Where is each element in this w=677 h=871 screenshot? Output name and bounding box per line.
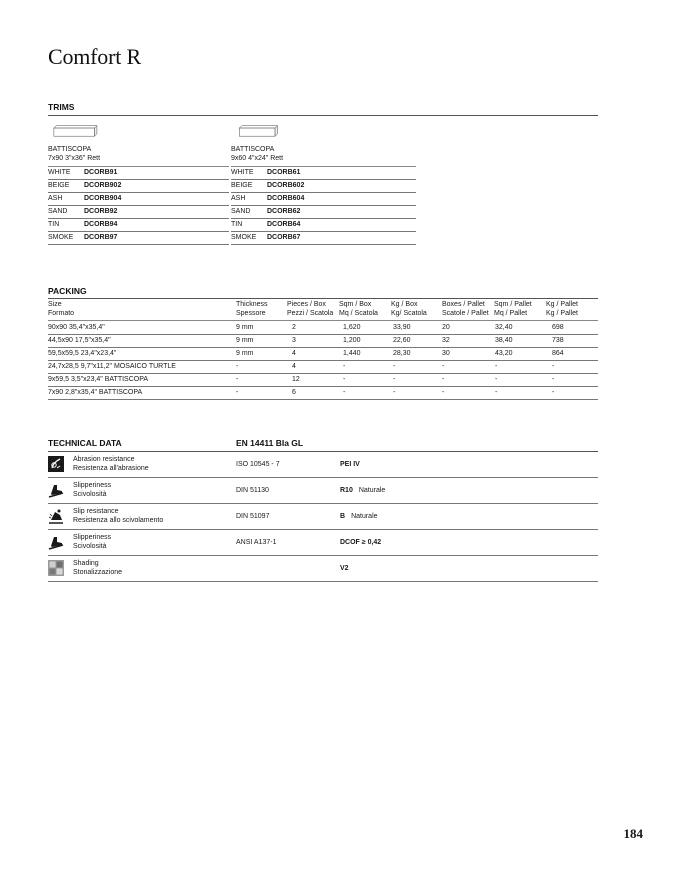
technical-heading: TECHNICAL DATA: [48, 438, 122, 448]
packing-cell: -: [343, 376, 346, 383]
technical-value: [340, 461, 366, 468]
technical-label-it: Resistenza all'abrasione: [73, 464, 149, 472]
trim-color: TIN: [48, 221, 60, 228]
packing-cell: 738: [552, 337, 564, 344]
packing-cell: 9 mm: [236, 337, 254, 344]
packing-header-it: Mq / Scatola: [339, 310, 378, 317]
technical-row: [48, 504, 598, 530]
packing-cell: 3: [292, 337, 296, 344]
packing-cell: 4: [292, 363, 296, 370]
trim-row: [231, 231, 416, 245]
packing-header-it: Mq / Pallet: [494, 310, 528, 317]
packing-cell: 12: [292, 376, 300, 383]
technical-norm: ISO 10545 - 7: [236, 461, 280, 468]
packing-cell: 1,440: [343, 350, 361, 357]
trim-row: [231, 166, 416, 180]
packing-cell: -: [393, 376, 396, 383]
packing-cell: -: [552, 363, 555, 370]
packing-cell: 30: [442, 350, 450, 357]
technical-value-extra: Naturale: [358, 487, 386, 494]
packing-header-it: Pezzi / Scatola: [287, 310, 334, 317]
technical-norm: ANSI A137-1: [236, 539, 277, 546]
trim-color: ASH: [48, 195, 63, 202]
trim-row-divider: [231, 166, 416, 167]
slipperiness-ansi-icon: [48, 534, 64, 550]
packing-cell: -: [495, 376, 498, 383]
trim-row: [48, 192, 229, 206]
packing-cell: 2: [292, 324, 296, 331]
trim-color: BEIGE: [231, 182, 253, 189]
packing-cell: -: [236, 376, 239, 383]
technical-norm: DIN 51130: [236, 487, 269, 494]
packing-cell: 698: [552, 324, 564, 331]
packing-heading: PACKING: [48, 286, 87, 296]
slipperiness-icon: [48, 482, 64, 498]
trim-color: ASH: [231, 195, 246, 202]
trim-code: DCORB91: [84, 169, 118, 176]
packing-cell: 9x59,5 3,5"x23,4" BATTISCOPA: [48, 376, 149, 383]
packing-row: [48, 321, 598, 335]
trim-row-divider: [48, 166, 229, 167]
packing-cell: -: [495, 389, 498, 396]
trim-color: SAND: [48, 208, 68, 215]
trim-color: WHITE: [231, 169, 254, 176]
packing-cell: 38,40: [495, 337, 513, 344]
shading-icon: [48, 560, 64, 576]
packing-cell: 9 mm: [236, 350, 254, 357]
packing-header-it: Spessore: [236, 310, 266, 317]
trim-skirting-icon: [231, 124, 285, 137]
technical-row: [48, 452, 598, 478]
packing-cell: 7x90 2,8"x35,4" BATTISCOPA: [48, 389, 143, 396]
packing-cell: 20: [442, 324, 450, 331]
trim-row: [231, 218, 416, 232]
trim-code: DCORB902: [84, 182, 122, 189]
packing-cell: 90x90 35,4"x35,4": [48, 324, 105, 331]
packing-header-it: Kg/ Scatola: [391, 310, 427, 317]
packing-header-it: Kg / Pallet: [546, 310, 578, 317]
trim-color: WHITE: [48, 169, 71, 176]
technical-value: [340, 487, 385, 494]
trim-color: SAND: [231, 208, 251, 215]
technical-label-it: Scivolosità: [73, 542, 107, 550]
packing-cell: 6: [292, 389, 296, 396]
packing-row: [48, 334, 598, 348]
trim-color: BEIGE: [48, 182, 70, 189]
technical-row: [48, 556, 598, 582]
packing-cell: 44,5x90 17,5"x35,4": [48, 337, 111, 344]
trim-code: DCORB92: [84, 208, 118, 215]
packing-header-en: Pieces / Box: [287, 301, 326, 308]
technical-label: [73, 560, 122, 577]
trim-color: TIN: [231, 221, 243, 228]
technical-value-main: PEI IV: [340, 461, 360, 468]
packing-header-en: Sqm / Pallet: [494, 301, 532, 308]
packing-cell: -: [552, 389, 555, 396]
packing-header-en: Boxes / Pallet: [442, 301, 485, 308]
technical-value-main: V2: [340, 565, 349, 572]
page-number: 184: [623, 826, 643, 841]
slip-resistance-icon: [48, 508, 64, 524]
packing-cell: 22,60: [393, 337, 411, 344]
packing-cell: -: [393, 389, 396, 396]
technical-label-en: Shading: [73, 560, 99, 567]
packing-cell: -: [442, 389, 445, 396]
trim-name: BATTISCOPA: [48, 146, 92, 153]
packing-row: [48, 373, 598, 387]
technical-value-main: R10: [340, 487, 353, 494]
packing-header-en: Kg / Pallet: [546, 301, 578, 308]
technical-value-main: DCOF ≥ 0,42: [340, 539, 382, 546]
packing-cell: -: [393, 363, 396, 370]
packing-cell: -: [236, 363, 239, 370]
trim-code: DCORB602: [267, 182, 305, 189]
trims-rule: [48, 115, 598, 116]
packing-cell: 864: [552, 350, 564, 357]
technical-label: [73, 508, 163, 525]
technical-value-extra: Naturale: [351, 513, 378, 520]
packing-header-en: Sqm / Box: [339, 301, 372, 308]
technical-label-en: Slip resistance: [73, 508, 119, 515]
packing-cell: -: [442, 363, 445, 370]
trim-name: BATTISCOPA: [231, 146, 275, 153]
packing-cell: 4: [292, 350, 296, 357]
trim-row: [231, 205, 416, 219]
packing-row: [48, 347, 598, 361]
technical-standard: EN 14411 BIa GL: [236, 438, 304, 448]
trim-size: 9x60 4"x24" Rett: [231, 155, 284, 162]
technical-label-it: Stonalizzazione: [73, 568, 123, 576]
packing-row: [48, 360, 598, 374]
packing-cell: -: [442, 376, 445, 383]
packing-header-en: Size: [48, 301, 62, 308]
packing-row: [48, 386, 598, 400]
trim-code: DCORB67: [267, 234, 301, 241]
trim-code: DCORB904: [84, 195, 122, 202]
trim-row: [48, 205, 229, 219]
packing-cell: -: [552, 376, 555, 383]
technical-label: [73, 456, 149, 473]
technical-label-en: Slipperiness: [73, 534, 112, 541]
technical-label-it: Scivolosità: [73, 490, 107, 498]
technical-label: [73, 534, 111, 551]
packing-cell: 59,5x59,5 23,4"x23,4": [48, 350, 117, 357]
packing-header-it: Scatole / Pallet: [442, 310, 489, 317]
trim-code: DCORB604: [267, 195, 305, 202]
packing-cell: 1,200: [343, 337, 361, 344]
technical-value: [340, 513, 378, 520]
packing-cell: 43,20: [495, 350, 513, 357]
packing-cell: 33,90: [393, 324, 411, 331]
trim-row: [48, 231, 229, 245]
packing-cell: 1,620: [343, 324, 361, 331]
technical-value: [340, 539, 387, 546]
trim-color: SMOKE: [231, 234, 257, 241]
trim-code: DCORB64: [267, 221, 301, 228]
trim-skirting-icon: [48, 124, 102, 137]
trims-heading: TRIMS: [48, 102, 75, 112]
trim-code: DCORB61: [267, 169, 301, 176]
technical-value-main: B: [340, 513, 346, 520]
packing-cell: 24,7x28,5 9,7"x11,2" MOSAICO TURTLE: [48, 363, 176, 370]
trim-row: [231, 179, 416, 193]
trim-row: [48, 179, 229, 193]
packing-cell: 32,40: [495, 324, 513, 331]
trim-row: [48, 166, 229, 180]
page-title: Comfort R: [48, 44, 141, 69]
packing-header-it: Formato: [48, 310, 75, 317]
technical-label-en: Abrasion resistance: [73, 456, 135, 463]
packing-cell: 9 mm: [236, 324, 254, 331]
packing-header-en: Kg / Box: [391, 301, 418, 308]
trim-size: 7x90 3"x36" Rett: [48, 155, 101, 162]
packing-cell: -: [343, 389, 346, 396]
trim-color: SMOKE: [48, 234, 74, 241]
packing-cell: -: [236, 389, 239, 396]
technical-value: [340, 565, 355, 572]
packing-cell: -: [343, 363, 346, 370]
trim-code: DCORB62: [267, 208, 301, 215]
technical-row: [48, 530, 598, 556]
technical-label-en: Slipperiness: [73, 482, 112, 489]
packing-rule: [48, 298, 598, 299]
technical-norm: DIN 51097: [236, 513, 270, 520]
packing-header-en: Thickness: [236, 301, 268, 308]
packing-cell: -: [495, 363, 498, 370]
technical-row: [48, 478, 598, 504]
trim-row: [48, 218, 229, 232]
trim-code: DCORB97: [84, 234, 118, 241]
packing-cell: 28,30: [393, 350, 411, 357]
trim-row: [231, 192, 416, 206]
technical-label-it: Resistenza allo scivolamento: [73, 516, 164, 524]
packing-cell: 32: [442, 337, 450, 344]
abrasion-icon: [48, 456, 64, 472]
trim-code: DCORB94: [84, 221, 118, 228]
technical-label: [73, 482, 111, 499]
